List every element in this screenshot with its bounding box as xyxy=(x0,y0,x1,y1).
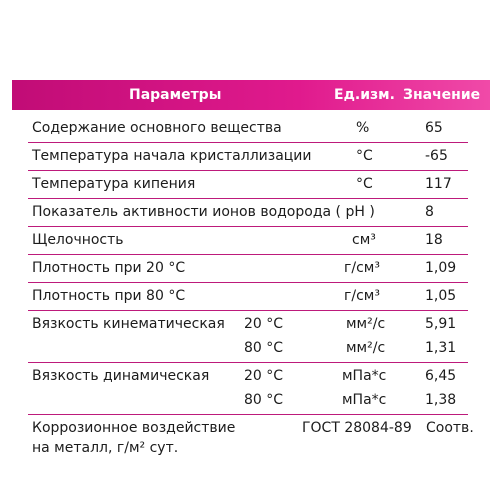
row-unit: см³ xyxy=(352,232,376,248)
row-divider xyxy=(28,414,468,415)
row-name: Плотность при 20 °С xyxy=(32,260,186,276)
row-name-line2: на металл, г/м² сут. xyxy=(32,440,179,456)
row-value: -65 xyxy=(425,148,448,164)
row-value: 117 xyxy=(425,176,452,192)
row-unit: °С xyxy=(356,176,373,192)
row-name: Вязкость динамическая xyxy=(32,368,210,384)
row-divider xyxy=(28,198,468,199)
row-value: 6,45 xyxy=(425,368,457,384)
row-value: 1,31 xyxy=(425,340,457,356)
row-divider xyxy=(28,254,468,255)
row-unit: мм²/с xyxy=(346,316,386,332)
row-divider xyxy=(28,282,468,283)
row-unit: г/см³ xyxy=(344,288,380,304)
row-divider xyxy=(28,310,468,311)
row-divider xyxy=(28,362,468,363)
row-divider xyxy=(28,170,468,171)
row-name: Содержание основного вещества xyxy=(32,120,282,136)
table-header xyxy=(12,80,490,110)
row-value: 18 xyxy=(425,232,443,248)
row-unit: % xyxy=(356,120,370,136)
row-unit: мм²/с xyxy=(346,340,386,356)
row-value: 65 xyxy=(425,120,443,136)
row-name: Щелочность xyxy=(32,232,124,248)
row-unit: г/см³ xyxy=(344,260,380,276)
row-name: Вязкость кинематическая xyxy=(32,316,225,332)
row-subcondition: 80 °С xyxy=(244,392,284,408)
header-unit: Ед.изм. xyxy=(334,87,395,103)
row-name-line1: Коррозионное воздействие xyxy=(32,420,236,436)
header-param: Параметры xyxy=(129,87,222,103)
row-divider xyxy=(28,142,468,143)
row-name: Показатель активности ионов водорода ( рН ) xyxy=(32,204,375,220)
row-unit: мПа*с xyxy=(342,392,387,408)
row-unit: мПа*с xyxy=(342,368,387,384)
row-value: 8 xyxy=(425,204,434,220)
row-subcondition: 20 °С xyxy=(244,368,284,384)
header-value: Значение xyxy=(403,87,481,103)
row-subcondition: 80 °С xyxy=(244,340,284,356)
row-name: Плотность при 80 °С xyxy=(32,288,186,304)
row-value: 1,09 xyxy=(425,260,457,276)
row-subcondition: 20 °С xyxy=(244,316,284,332)
row-value: Соотв. xyxy=(426,420,474,436)
row-name: Температура кипения xyxy=(32,176,196,192)
row-divider xyxy=(28,226,468,227)
row-unit: °С xyxy=(356,148,373,164)
row-unit: ГОСТ 28084-89 xyxy=(302,420,412,436)
row-value: 1,38 xyxy=(425,392,457,408)
row-value: 1,05 xyxy=(425,288,457,304)
row-name: Температура начала кристаллизации xyxy=(32,148,312,164)
row-value: 5,91 xyxy=(425,316,457,332)
